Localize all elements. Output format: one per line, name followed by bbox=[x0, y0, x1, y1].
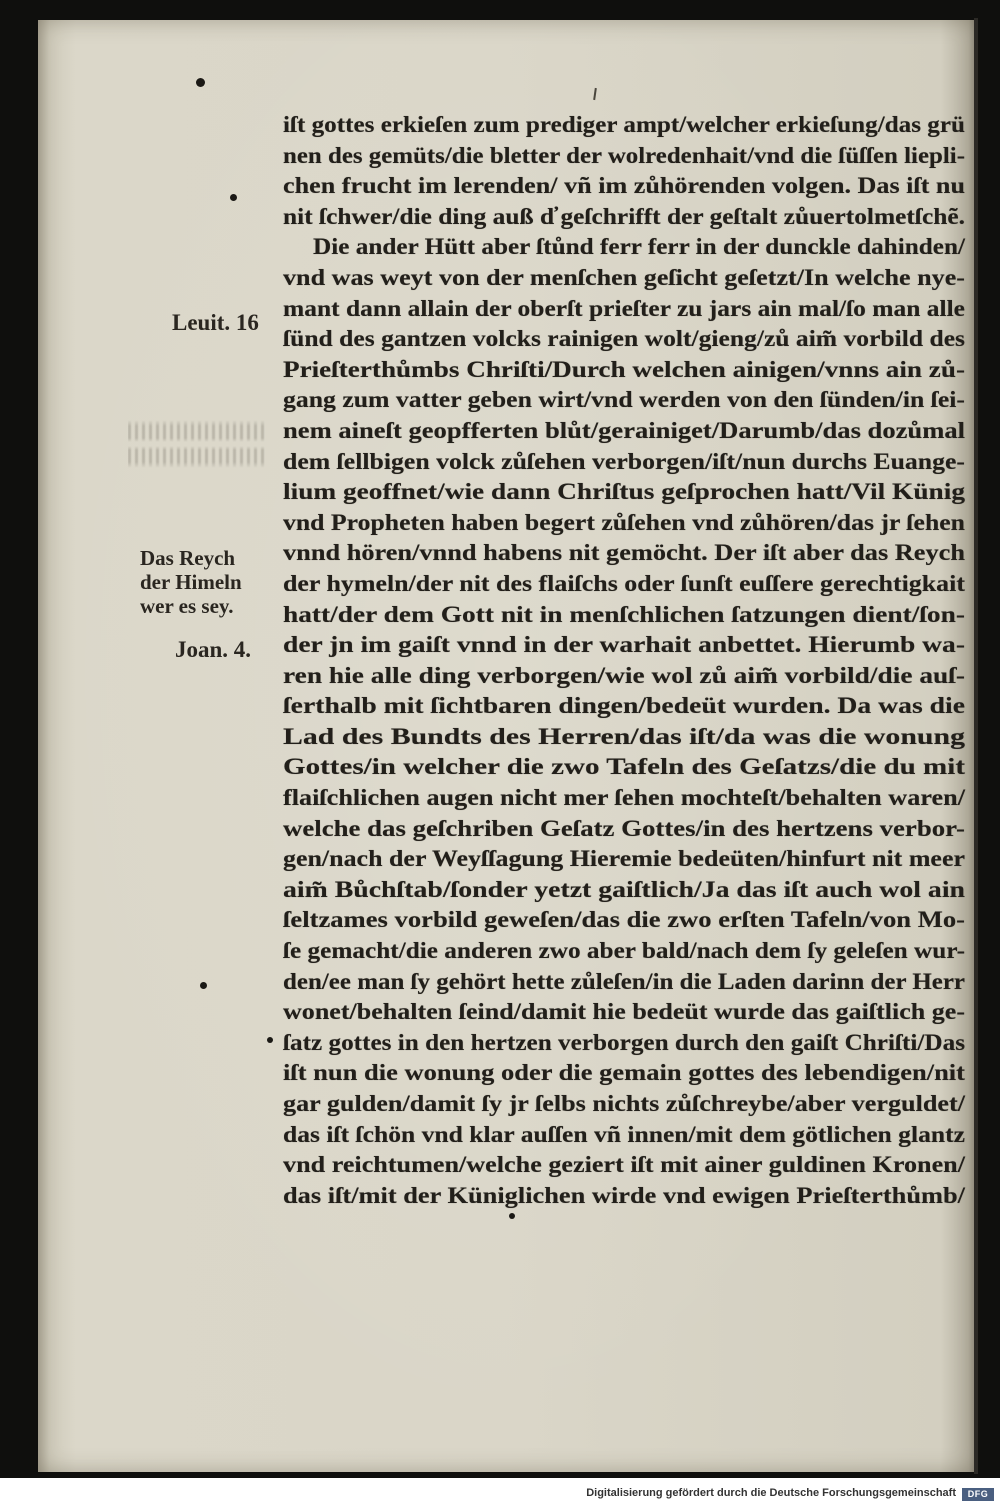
body-text-block bbox=[283, 110, 965, 1211]
text-line: der jn im gaiſt vnnd in der warhait anbettet. Hierumb wa- bbox=[283, 632, 965, 658]
text-line: iſt nun die wonung oder die gemain gottes des lebendigen/nit bbox=[283, 1060, 965, 1086]
ink-dot bbox=[230, 194, 237, 201]
text-line: Gottes/in welcher die zwo Tafeln des Geſatzs/die du mit bbox=[283, 754, 965, 780]
text-line: vnd Propheten haben begert zůſehen vnd zůhören/das jr ſehen bbox=[283, 509, 965, 535]
paragraph-first-line: Die ander Hütt aber ſtůnd ferr ferr in der dunckle dahinden/ bbox=[313, 234, 965, 260]
text-line: Lad des Bundts des Herren/das iſt/da was die wonung bbox=[283, 723, 965, 749]
text-line: gang zum vatter geben wirt/vnd werden von den ſünden/in ſei- bbox=[283, 387, 965, 413]
text-line: hatt/der dem Gott nit in menſchlichen ſatzungen dient/ſon- bbox=[283, 601, 965, 627]
text-line: nit ſchwer/die ding auß d̕ geſchrifft der geſtalt zůuertolmetſchẽ. bbox=[283, 203, 965, 229]
text-line: flaiſchlichen augen nicht mer ſehen mochteſt/behalten waren/ bbox=[283, 785, 965, 811]
text-line: der hymeln/der nit des flaiſchs oder ſunſt euſſere gerechtigkait bbox=[283, 570, 965, 596]
text-line: chen frucht im lerenden/ vñ im zůhörenden volgen. Das iſt nu bbox=[283, 173, 965, 199]
text-line: ſerthalb mit ſichtbaren dingen/bedeüt wurden. Da was die bbox=[283, 693, 965, 719]
text-line: wonet/behalten ſeind/damit hie bedeüt wurde das gaiſtlich ge- bbox=[283, 999, 966, 1025]
page-gutter-edge bbox=[974, 18, 978, 1474]
text-line: mant dann allain der oberſt prieſter zu jars ain mal/ſo man alle bbox=[283, 295, 965, 321]
text-line: den/ee man ſy gehört hette zůleſen/in die Laden darinn der Herr bbox=[283, 968, 965, 994]
text-line: welche das geſchriben Geſatz Gottes/in des hertzens verbor- bbox=[283, 815, 965, 841]
text-line: ſeltzames vorbild geweſen/das die zwo erſten Tafeln/von Mo- bbox=[283, 907, 965, 933]
text-line: gen/nach der Weyſſagung Hieremie bedeüten/hinfurt nit meer bbox=[283, 846, 965, 872]
text-line: iſt gottes erkieſen zum prediger ampt/welcher erkieſung/das grü bbox=[283, 112, 965, 137]
text-line: gar gulden/damit ſy jr ſelbs nichts zůſchreybe/aber verguldet/ bbox=[283, 1091, 965, 1116]
margin-note-reych bbox=[140, 546, 242, 618]
ink-dot bbox=[196, 78, 205, 87]
ink-dot bbox=[200, 982, 207, 989]
text-line: ſünd des gantzen volcks rainigen wolt/gieng/zů aim̃ vorbild des bbox=[283, 326, 966, 352]
text-line: vnd reichtumen/welche geziert iſt mit ainer guldinen Kronen/ bbox=[283, 1152, 966, 1178]
margin-note-joan: Joan. 4. bbox=[175, 637, 252, 662]
text-line: dem ſellbigen volck zůſehen verborgen/iſt/nun durchs Euange- bbox=[283, 448, 965, 474]
funding-credit: Digitalisierung gefördert durch die Deutsche Forschungsgemeinschaft bbox=[586, 1487, 956, 1499]
dfg-logo: DFG bbox=[962, 1488, 994, 1501]
digitization-footer bbox=[0, 1478, 1000, 1508]
text-line: das iſt ſchön vnd klar auſſen vñ innen/mit dem götlichen glantz bbox=[283, 1121, 965, 1147]
text-line: nen des gemüts/die bletter der wolredenhait/vnd die ſüſſen liepli- bbox=[283, 142, 965, 168]
text-line: ren hie alle ding verborgen/wie wol zů aim̃ vorbild/die auſ- bbox=[283, 662, 965, 688]
ink-dot bbox=[509, 1213, 515, 1219]
bleed-through-smudge bbox=[128, 420, 268, 468]
text-line: ſe gemacht/die anderen zwo aber bald/nach dem ſy geleſen wur- bbox=[283, 938, 965, 964]
ink-dot bbox=[267, 1037, 273, 1043]
margin-note-line: wer es sey. bbox=[140, 594, 234, 618]
text-line: aim̃ Bůchſtab/ſonder yetzt gaiſtlich/Ja das iſt auch wol ain bbox=[283, 876, 965, 902]
text-line: vnd was weyt von der menſchen geſicht geſetzt/In welche nye- bbox=[283, 264, 965, 290]
text-line: lium geoffnet/wie dann Chriſtus geſprochen hatt/Vil Künig bbox=[283, 479, 965, 505]
text-line: nem aineſt geopfferten blůt/gerainiget/Darumb/das dozůmal bbox=[283, 417, 965, 443]
text-line: Prieſterthůmbs Chriſti/Durch welchen ainigen/vnns ain zů- bbox=[283, 356, 966, 382]
text-line: vnnd hören/vnnd habens nit gemöcht. Der iſt aber das Reych bbox=[283, 540, 965, 566]
text-line: das iſt/mit der Küniglichen wirde vnd ewigen Prieſterthůmb/ bbox=[283, 1182, 965, 1208]
margin-note-line: Das Reych bbox=[140, 546, 236, 570]
text-line: ſatz gottes in den hertzen verborgen durch den gaiſt Chriſti/Das bbox=[283, 1029, 965, 1055]
margin-note-line: der Himeln bbox=[140, 570, 242, 594]
margin-note-leuit: Leuit. 16 bbox=[172, 310, 259, 335]
